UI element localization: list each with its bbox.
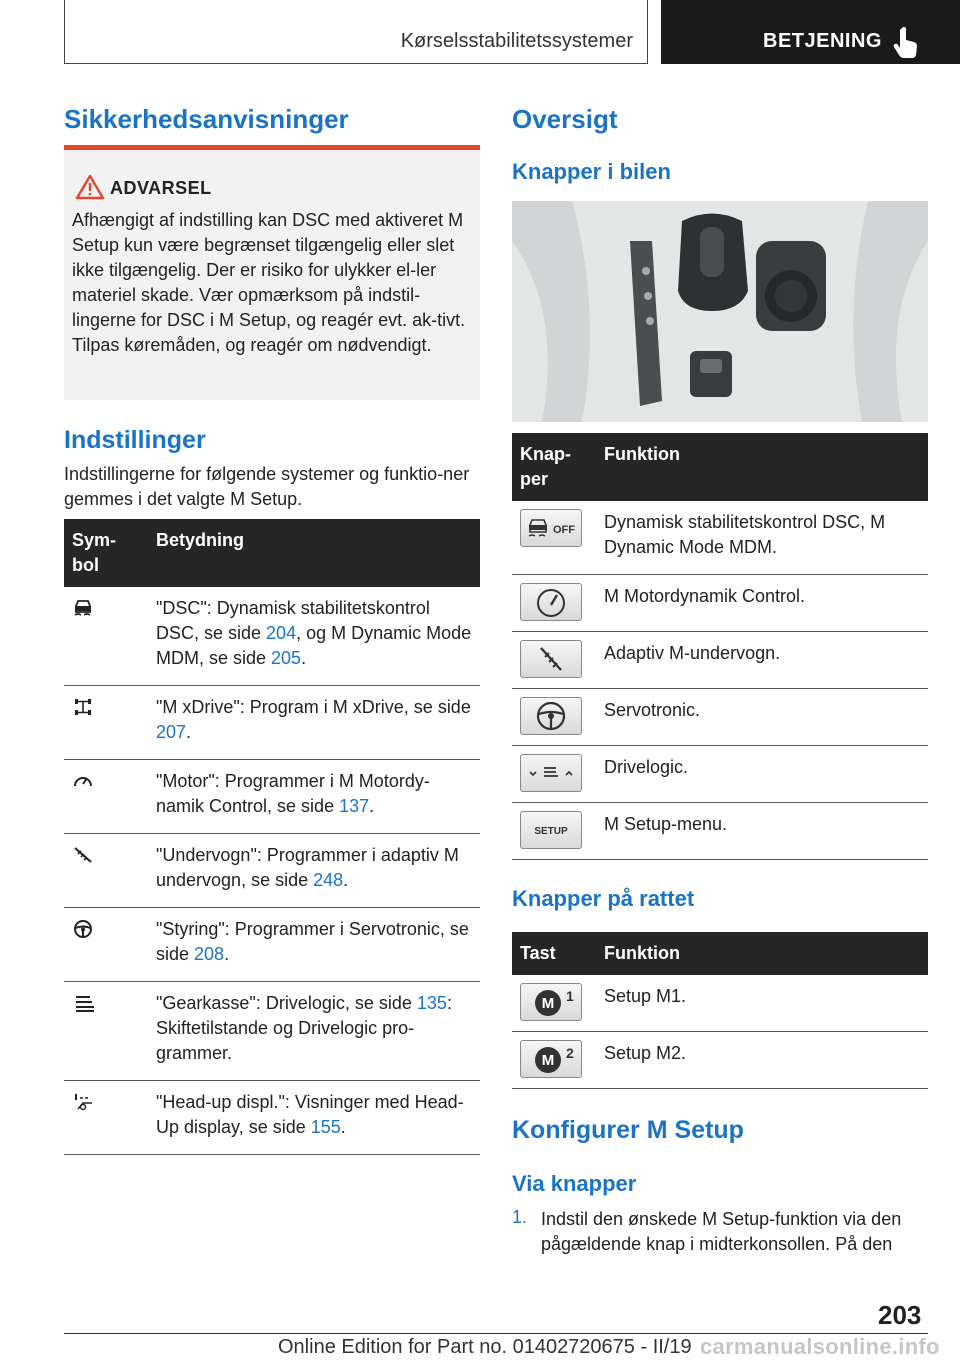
car-button-function: Drivelogic. bbox=[596, 746, 928, 803]
settings-row bbox=[64, 908, 480, 982]
settings-meaning bbox=[148, 1081, 480, 1155]
meaning-text: . bbox=[186, 722, 192, 742]
motor-gauge-icon bbox=[64, 760, 148, 834]
meaning-text: . bbox=[343, 870, 349, 890]
settings-row bbox=[64, 834, 480, 908]
meaning-text: . bbox=[301, 648, 307, 668]
config-heading: Konfigurer M Setup bbox=[512, 1116, 744, 1144]
meaning-text: "M xDrive": Program i M xDrive, se side bbox=[156, 697, 471, 717]
setup-button-icon bbox=[520, 811, 582, 849]
svg-text:2: 2 bbox=[566, 1045, 574, 1061]
steering-button-cell bbox=[512, 975, 596, 1032]
page-link[interactable]: 135 bbox=[416, 993, 447, 1013]
steering-col-key: Tast bbox=[512, 932, 596, 975]
steering-button-cell bbox=[512, 1032, 596, 1089]
watermark: carmanualsonline.info bbox=[700, 1334, 940, 1359]
meaning-text: "Gearkasse": Drivelogic, se side bbox=[156, 993, 417, 1013]
warning-box bbox=[64, 145, 480, 400]
settings-row bbox=[64, 760, 480, 834]
settings-row bbox=[64, 686, 480, 760]
car-button-cell bbox=[512, 746, 596, 803]
header-chapter-title: BETJENING bbox=[763, 30, 882, 52]
dsc-car-icon bbox=[64, 587, 148, 686]
car-button-row bbox=[512, 746, 928, 803]
buttons-car-heading: Knapper i bilen bbox=[512, 159, 671, 184]
settings-meaning bbox=[148, 834, 480, 908]
car-button-cell bbox=[512, 689, 596, 746]
car-button-cell bbox=[512, 803, 596, 860]
via-buttons-heading: Via knapper bbox=[512, 1171, 637, 1196]
suspension-button-icon bbox=[520, 640, 582, 678]
car-button-cell bbox=[512, 575, 596, 632]
head-up-icon bbox=[64, 1081, 148, 1155]
xdrive-icon bbox=[64, 686, 148, 760]
car-button-row bbox=[512, 632, 928, 689]
car-button-row bbox=[512, 803, 928, 860]
meaning-text: , og M Dynamic Mode MDM, se side bbox=[156, 623, 472, 668]
settings-meaning bbox=[148, 908, 480, 982]
svg-text:OFF: OFF bbox=[553, 524, 575, 536]
settings-row bbox=[64, 1081, 480, 1155]
page-link[interactable]: 207 bbox=[156, 722, 187, 742]
steering-buttons-heading: Knapper på rattet bbox=[512, 886, 695, 911]
meaning-text: "Head-up displ.": Visninger med Head-Up display, se side bbox=[156, 1092, 464, 1137]
car-button-function: Adaptiv M-undervogn. bbox=[596, 632, 928, 689]
page-link[interactable]: 204 bbox=[266, 623, 297, 643]
car-buttons-col-function: Funktion bbox=[596, 433, 928, 501]
page-link[interactable]: 155 bbox=[310, 1117, 341, 1137]
header-section-title: Kørselsstabilitetssystemer bbox=[400, 30, 633, 52]
header-section-box bbox=[64, 0, 648, 64]
suspension-icon bbox=[64, 834, 148, 908]
overview-title: Oversigt bbox=[512, 104, 618, 134]
warning-triangle-icon bbox=[76, 174, 104, 200]
steering-button-row bbox=[512, 975, 928, 1032]
center-console-illustration bbox=[512, 201, 928, 422]
dsc-off-button-icon bbox=[520, 509, 582, 547]
car-button-cell bbox=[512, 632, 596, 689]
steering-buttons-table bbox=[512, 932, 928, 1089]
motor-button-icon bbox=[520, 583, 582, 621]
car-button-row bbox=[512, 501, 928, 575]
settings-col-meaning: Betydning bbox=[148, 519, 480, 587]
drivelogic-button-icon bbox=[520, 754, 582, 792]
car-button-cell bbox=[512, 501, 596, 575]
step-number: 1. bbox=[512, 1207, 528, 1227]
page-link[interactable]: 205 bbox=[271, 648, 302, 668]
settings-meaning bbox=[148, 686, 480, 760]
page-link[interactable]: 137 bbox=[339, 796, 370, 816]
car-button-row bbox=[512, 689, 928, 746]
svg-text:SETUP: SETUP bbox=[534, 826, 568, 837]
meaning-text: "DSC": Dynamisk stabilitetskontrol DSC, se side bbox=[156, 598, 430, 643]
meaning-text: . bbox=[369, 796, 375, 816]
settings-meaning bbox=[148, 982, 480, 1081]
page-link[interactable]: 208 bbox=[194, 944, 225, 964]
pointing-hand-icon bbox=[893, 26, 921, 58]
warning-text: Afhængigt af indstilling kan DSC med aktiveret M Setup kun være begrænset tilgængelig eller slet ikke tilgængelig. Der er risiko for ulykker el-ler materiel skade. Vær opmærksom på indstil-lingerne for DSC i M Setup, og reagér evt. ak-tivt. Tilpas køremåden, og reagér om nødvendigt. bbox=[72, 210, 466, 355]
steering-button-row bbox=[512, 1032, 928, 1089]
page-link[interactable]: 248 bbox=[313, 870, 344, 890]
car-button-function: Dynamisk stabilitetskontrol DSC, M Dynamic Mode MDM. bbox=[596, 501, 928, 575]
car-button-function: M Setup-menu. bbox=[596, 803, 928, 860]
car-buttons-table bbox=[512, 433, 928, 860]
car-button-row bbox=[512, 575, 928, 632]
meaning-text: . bbox=[340, 1117, 346, 1137]
meaning-text: . bbox=[224, 944, 230, 964]
settings-heading: Indstillinger bbox=[64, 426, 206, 454]
header-chapter-box bbox=[661, 0, 960, 64]
page-number: 203 bbox=[878, 1300, 922, 1330]
center-console-photo bbox=[512, 201, 928, 422]
steering-wheel-icon bbox=[64, 908, 148, 982]
settings-meaning bbox=[148, 587, 480, 686]
car-buttons-col-buttons: Knap-per bbox=[512, 433, 596, 501]
m2-button-icon bbox=[520, 1040, 582, 1078]
svg-text:M: M bbox=[541, 1052, 555, 1069]
svg-text:M: M bbox=[541, 995, 555, 1012]
car-button-function: M Motordynamik Control. bbox=[596, 575, 928, 632]
warning-label: ADVARSEL bbox=[110, 178, 212, 198]
gearbox-icon bbox=[64, 982, 148, 1081]
settings-table bbox=[64, 519, 480, 1155]
m1-button-icon bbox=[520, 983, 582, 1021]
meaning-text: "Styring": Programmer i Servotronic, se side bbox=[156, 919, 469, 964]
page-title: Sikkerhedsanvisninger bbox=[64, 104, 349, 134]
svg-text:1: 1 bbox=[566, 988, 574, 1004]
meaning-text: "Undervogn": Programmer i adaptiv M undervogn, se side bbox=[156, 845, 459, 890]
step-text: Indstil den ønskede M Setup-funktion via den pågældende knap i midterkonsollen. På den bbox=[541, 1209, 902, 1254]
settings-meaning bbox=[148, 760, 480, 834]
settings-intro: Indstillingerne for følgende systemer og funktio-ner gemmes i det valgte M Setup. bbox=[64, 464, 470, 509]
meaning-text: : Skiftetilstande og Drivelogic pro-grammer. bbox=[156, 993, 452, 1063]
settings-row bbox=[64, 587, 480, 686]
settings-col-symbol: Sym-bol bbox=[64, 519, 148, 587]
steering-button-icon bbox=[520, 697, 582, 735]
settings-row bbox=[64, 982, 480, 1081]
steering-col-function: Funktion bbox=[596, 932, 928, 975]
car-button-function: Servotronic. bbox=[596, 689, 928, 746]
steering-button-function: Setup M2. bbox=[596, 1032, 928, 1089]
steering-button-function: Setup M1. bbox=[596, 975, 928, 1032]
footer-edition: Online Edition for Part no. 01402720675 - II/19 bbox=[278, 1336, 692, 1358]
meaning-text: "Motor": Programmer i M Motordy-namik Control, se side bbox=[156, 771, 430, 816]
